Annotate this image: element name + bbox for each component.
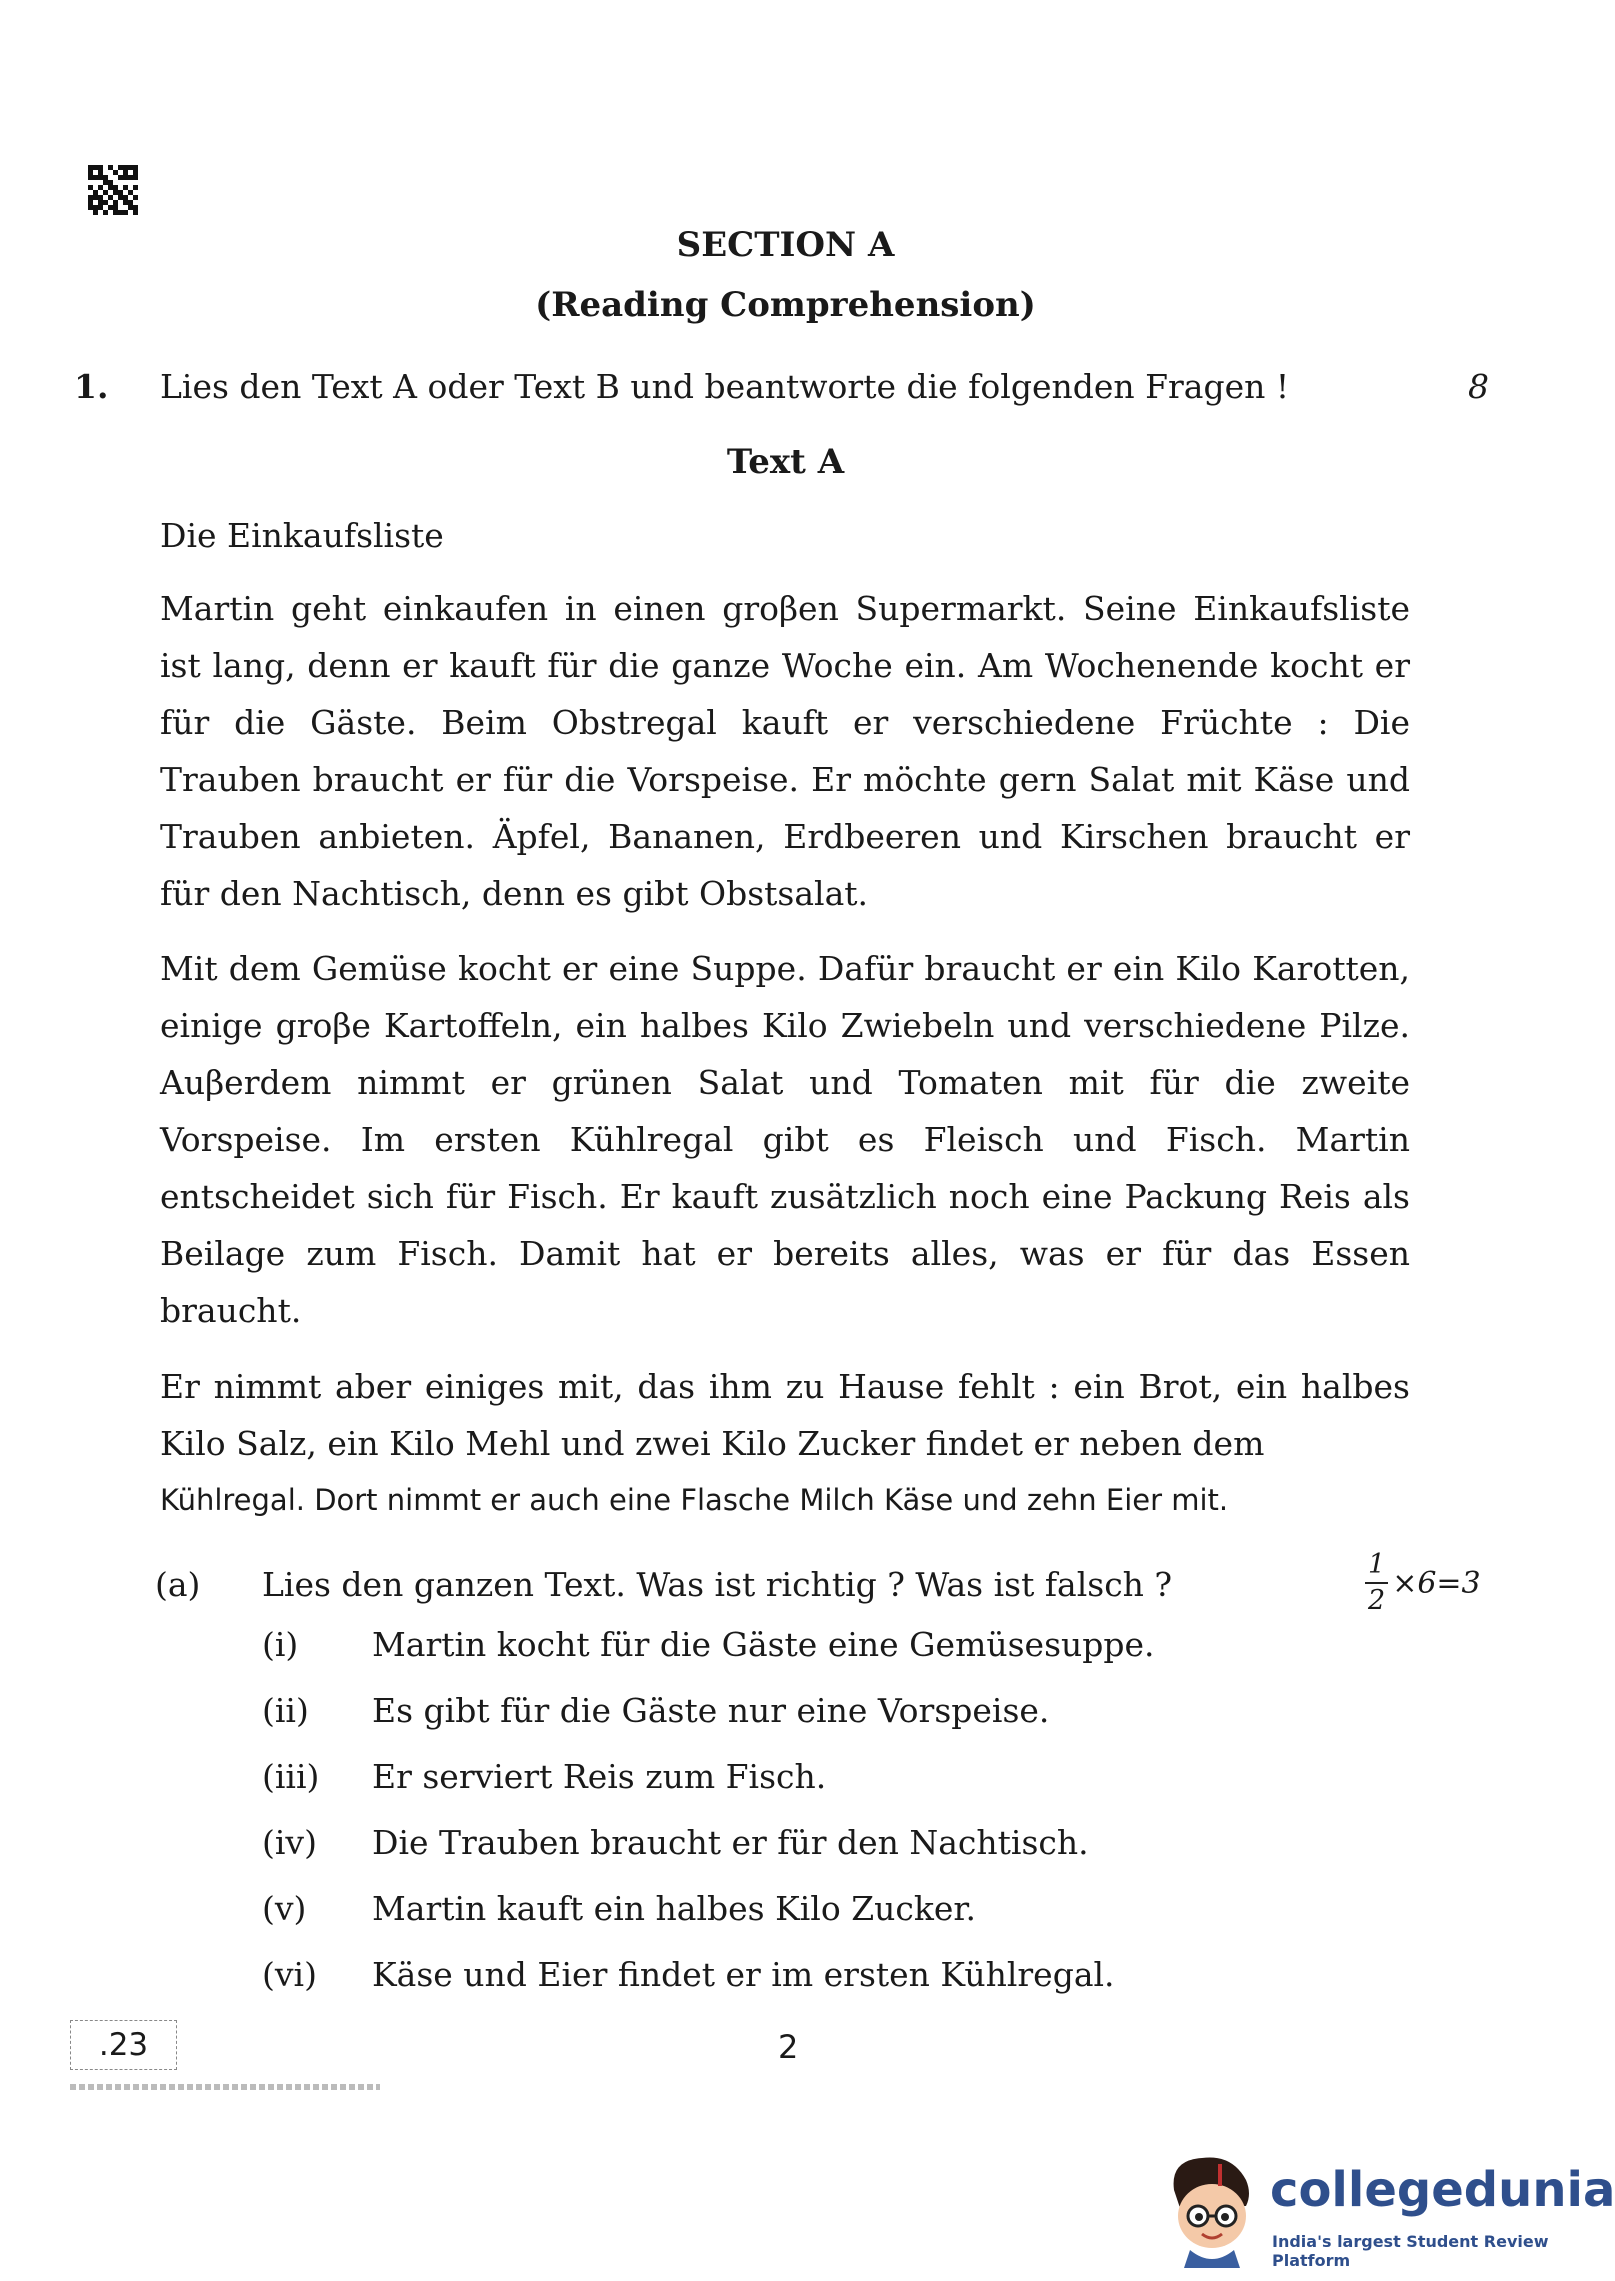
statement-list: [262, 1625, 1155, 2021]
item-text: Martin kocht für die Gäste eine Gemüsesuppe.: [372, 1625, 1155, 1664]
item-number: (i): [262, 1625, 299, 1664]
paragraph-text: Mit dem Gemüse kocht er eine Suppe. Dafür braucht er ein Kilo Karotten, einige groβe Kartoffeln, ein halbes Kilo Zwiebeln und verschiedene Pilze. Auβerdem nimmt er grünen Salat und Tomaten mit für die zweite Vorspeise. Im ersten Kühlregal gibt es Fleisch und Fisch. Martin entscheidet sich für Fisch. Er kauft zusätzlich noch eine Packung Reis als Beilage zum Fisch. Damit hat er bereits alles, was er für das Essen braucht.: [160, 949, 1410, 1330]
marks-multiplier: ×6=3: [1392, 1565, 1481, 1601]
mascot-icon: [1160, 2150, 1265, 2268]
subquestion-text: Lies den ganzen Text. Was ist richtig ? Was ist falsch ?: [262, 1565, 1173, 1604]
paragraph-text: Martin geht einkaufen in einen groβen Supermarkt. Seine Einkaufsliste ist lang, denn er kauft für die ganze Woche ein. Am Wochenende kocht er für die Gäste. Beim Obstregal kauft er verschiedene Früchte : Die Trauben braucht er für die Vorspeise. Er möchte gern Salat mit Käse und Trauben anbieten. Äpfel, Bananen, Erdbeeren und Kirschen braucht er für den Nachtisch, denn es gibt Obstsalat.: [160, 589, 1410, 913]
list-item: [262, 1823, 1155, 1889]
item-number: (v): [262, 1889, 307, 1928]
marks-denominator: 2: [1368, 1585, 1386, 1616]
section-title: SECTION A: [676, 225, 895, 265]
item-number: (iv): [262, 1823, 317, 1862]
item-text: Es gibt für die Gäste nur eine Vorspeise.: [372, 1691, 1050, 1730]
list-item: [262, 1889, 1155, 1955]
text-title: Text A: [726, 442, 845, 482]
brand-name: collegedunia: [1270, 2162, 1615, 2218]
page-number: 2: [778, 2028, 799, 2066]
list-item: [262, 1757, 1155, 1823]
passage-heading: Die Einkaufsliste: [160, 516, 444, 555]
list-item: [262, 1625, 1155, 1691]
item-number: (ii): [262, 1691, 309, 1730]
paragraph-tail: Kühlregal. Dort nimmt er auch eine Flasche Milch Käse und zehn Eier mit.: [160, 1483, 1229, 1517]
list-item: [262, 1691, 1155, 1757]
item-text: Die Trauben braucht er für den Nachtisch.: [372, 1823, 1089, 1862]
brand-tagline: India's largest Student Review Platform: [1272, 2232, 1549, 2270]
item-number: (iii): [262, 1757, 320, 1796]
paper-code-box: .23: [70, 2020, 177, 2070]
question-number: 1.: [74, 367, 109, 406]
passage-paragraph-1: [160, 580, 1410, 922]
list-item: [262, 1955, 1155, 2021]
passage-paragraph-3: [160, 1358, 1410, 1529]
qr-code-icon: [88, 165, 138, 215]
marks-numerator: 1: [1365, 1548, 1388, 1584]
footer-strip: [70, 2084, 380, 2090]
section-subtitle: (Reading Comprehension): [535, 285, 1036, 325]
question-marks: 8: [1468, 367, 1489, 406]
item-number: (vi): [262, 1955, 317, 1994]
passage-paragraph-2: [160, 940, 1410, 1339]
subquestion-label: (a): [155, 1565, 201, 1604]
item-text: Martin kauft ein halbes Kilo Zucker.: [372, 1889, 977, 1928]
subquestion-marks: [1365, 1548, 1481, 1618]
brand-logo: [1160, 2150, 1615, 2270]
item-text: Käse und Eier findet er im ersten Kühlregal.: [372, 1955, 1115, 1994]
paragraph-text: [160, 1358, 1410, 1472]
item-text: Er serviert Reis zum Fisch.: [372, 1757, 827, 1796]
paragraph-main: Er nimmt aber einiges mit, das ihm zu Hause fehlt : ein Brot, ein halbes Kilo Salz, ein Kilo Mehl und zwei Kilo Zucker findet er neben dem: [160, 1367, 1410, 1463]
question-instruction: Lies den Text A oder Text B und beantworte die folgenden Fragen !: [160, 367, 1290, 406]
